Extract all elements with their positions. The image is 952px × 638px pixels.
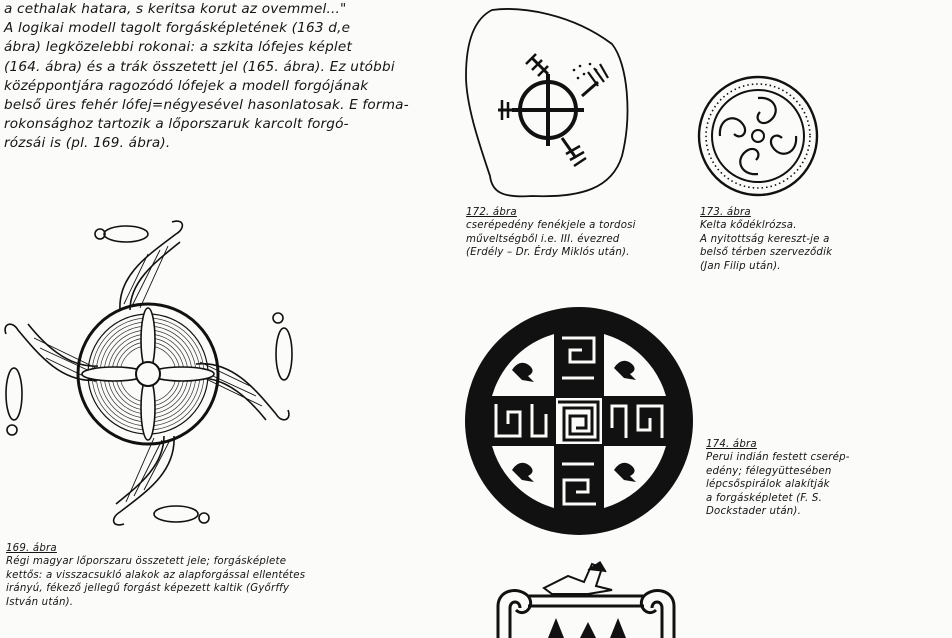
caption-line: (Erdély – Dr. Érdy Miklós után). — [466, 247, 630, 259]
caption-fig173 — [700, 206, 832, 273]
text-line: a cethalak hatara, s keritsa korut az ovemmel..." — [4, 1, 347, 17]
celtic-rosette-drawing — [696, 74, 820, 198]
caption-line: Perui indián festett cserép- — [706, 452, 850, 464]
caption-line: Régi magyar lőporszaru összetett jele; forgásképlete — [6, 556, 287, 568]
caption-fig169 — [6, 542, 305, 609]
caption-line: kettős: a visszacsukló alakok az alapforgással ellentétes — [6, 569, 306, 581]
peruvian-bowl-drawing — [462, 304, 696, 538]
potsherd-cross-drawing — [462, 6, 634, 202]
caption-line: irányú, fékező jellegű forgást képezett kaltik (Győrffy — [6, 583, 290, 595]
caption-line: A nyitottság kereszt-je a — [700, 233, 830, 245]
figure-number: 173. ábra — [700, 207, 751, 218]
text-line: ábra) legközelebbi rokonai: a szkita lófejes képlet — [4, 39, 352, 56]
caption-line: lépcsőspirálok alakítják — [706, 479, 830, 491]
bird-motif-drawing — [488, 560, 684, 638]
caption-line: a forgásképletet (F. S. — [706, 492, 823, 504]
text-line: (164. ábra) és a trák összetett jel (165. ábra). Ez utóbbi — [4, 58, 395, 75]
caption-line: Dockstader után). — [706, 506, 802, 518]
text-line: középpontjára ragozódó lófejek a modell forgójának — [4, 77, 369, 94]
text-line: belső üres fehér lófej=négyesével hasonlatosak. E forma- — [4, 97, 409, 114]
caption-line: cserépedény fenékjele a tordosi — [466, 220, 636, 232]
caption-fig172 — [466, 206, 636, 260]
figure-number: 174. ábra — [706, 439, 757, 450]
caption-line: edény; félegyüttesében — [706, 465, 832, 477]
caption-line: Kelta kődéklrózsa. — [700, 220, 797, 232]
text-line: A logikai modell tagolt forgásképletének (163 d,e — [4, 20, 351, 37]
figure-number: 172. ábra — [466, 207, 517, 218]
caption-line: belső térben szerveződik — [700, 247, 833, 259]
text-line: rózsái is (pl. 169. ábra). — [4, 135, 171, 152]
caption-line: István után). — [6, 596, 74, 608]
caption-line: műveltségből i.e. III. évezred — [466, 233, 620, 245]
powder-horn-whorl-drawing — [0, 214, 300, 534]
caption-fig174 — [706, 438, 850, 518]
caption-line: (Jan Filip után). — [700, 260, 781, 272]
figure-number: 169. ábra — [6, 543, 57, 554]
text-line: rokonsághoz tartozik a lőporszaruk karcolt forgó- — [4, 116, 349, 133]
main-paragraph — [4, 0, 456, 154]
